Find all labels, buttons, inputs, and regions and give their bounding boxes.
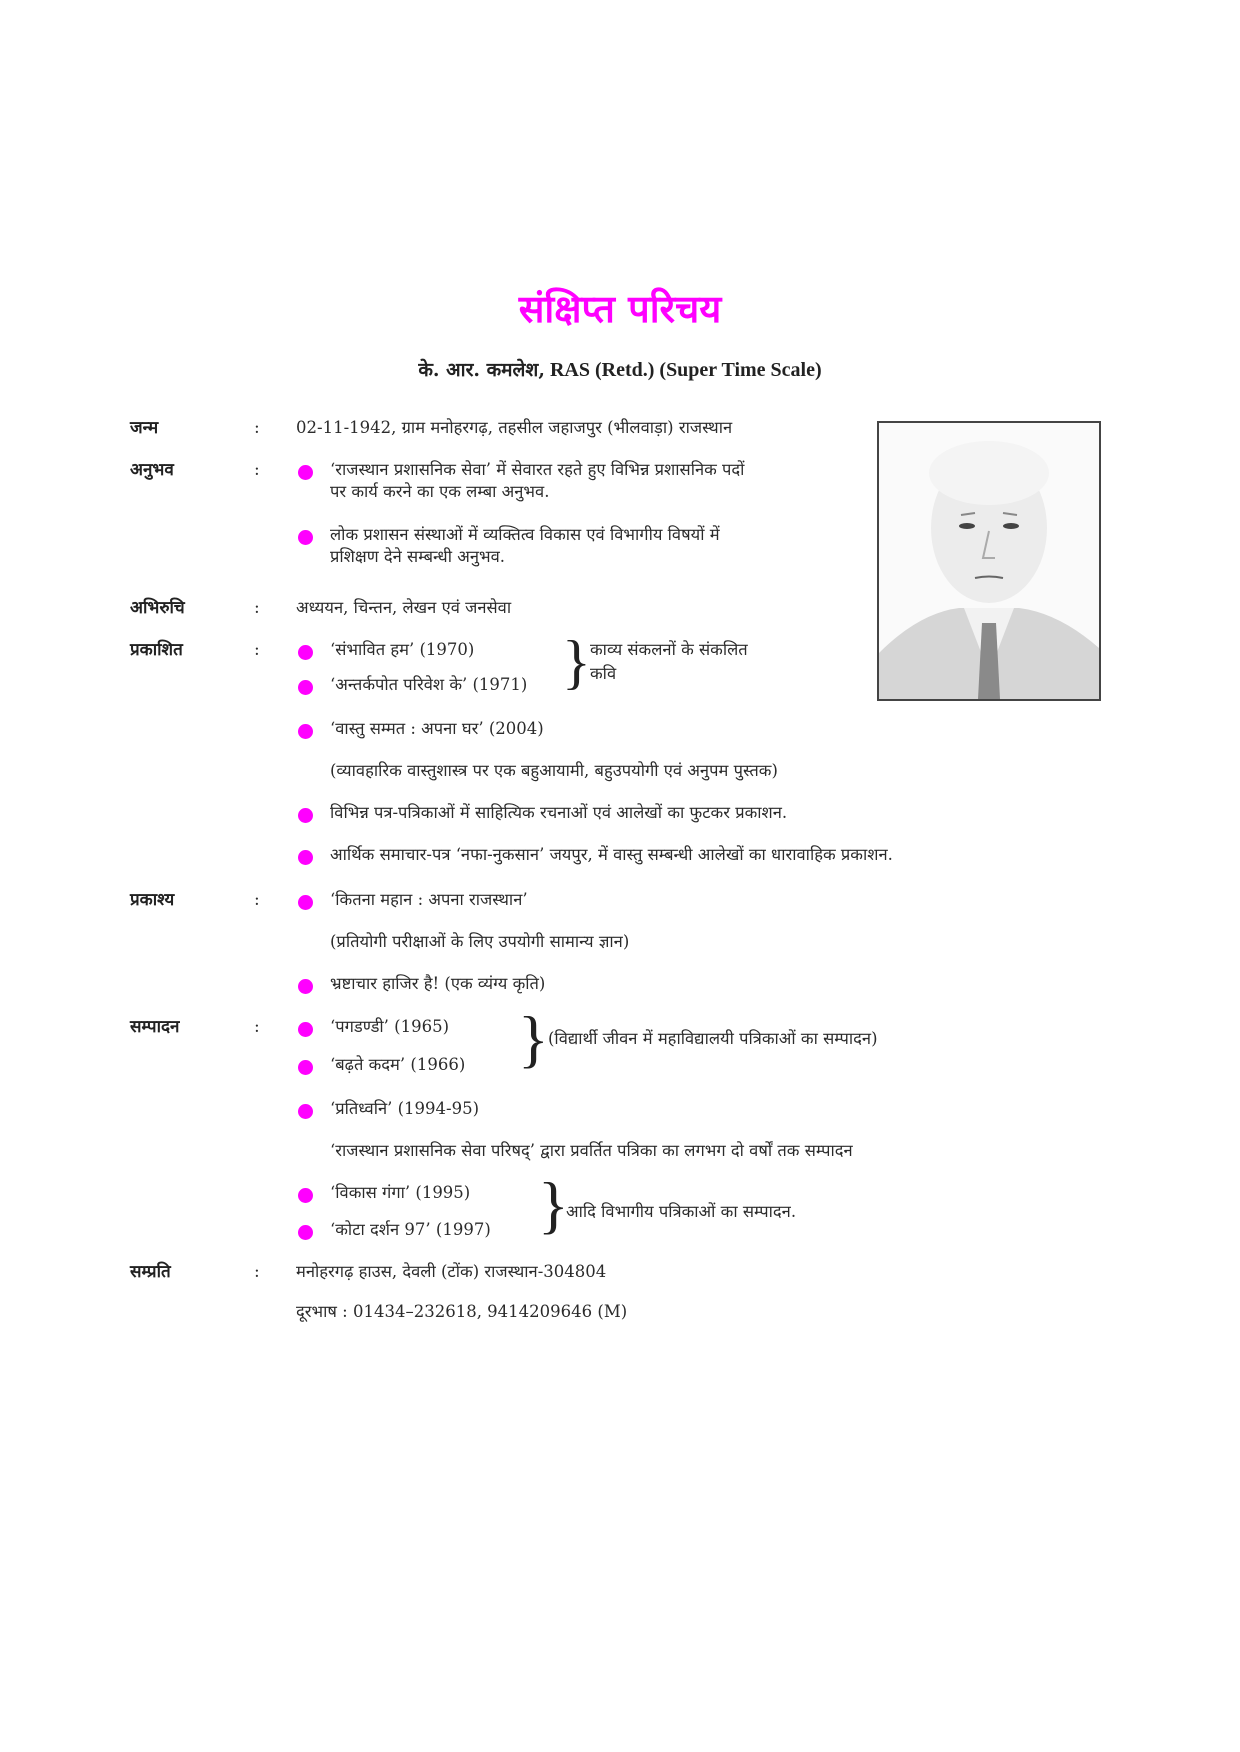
colon: : xyxy=(254,598,260,618)
bullet-icon xyxy=(298,850,313,865)
editing-item-4: ‘विकास गंगा’ (1995) xyxy=(330,1183,471,1202)
experience-2-line-2: प्रशिक्षण देने सम्बन्धी अनुभव. xyxy=(330,547,506,566)
bullet-icon xyxy=(298,1104,313,1119)
bullet-icon xyxy=(298,465,313,480)
forthcoming-item-1-note: (प्रतियोगी परीक्षाओं के लिए उपयोगी सामान्य ज्ञान) xyxy=(330,932,630,951)
current-address: मनोहरगढ़ हाउस, देवली (टोंक) राजस्थान-304804 xyxy=(296,1262,607,1281)
bullet-icon xyxy=(298,979,313,994)
colon: : xyxy=(254,640,260,660)
interests-value: अध्ययन, चिन्तन, लेखन एवं जनसेवा xyxy=(296,598,512,617)
bullet-icon xyxy=(298,895,313,910)
bullet-icon xyxy=(298,724,313,739)
portrait-image xyxy=(879,423,1099,699)
editing-group-2-note: आदि विभागीय पत्रिकाओं का सम्पादन. xyxy=(566,1202,797,1221)
label-birth: जन्म xyxy=(130,418,159,438)
portrait-photo xyxy=(877,421,1101,701)
colon: : xyxy=(254,890,260,910)
published-item-5: आर्थिक समाचार-पत्र ‘नफा-नुकसान’ जयपुर, में वास्तु सम्बन्धी आलेखों का धारावाहिक प्रकाशन. xyxy=(330,845,893,864)
bullet-icon xyxy=(298,680,313,695)
bullet-icon xyxy=(298,1022,313,1037)
editing-item-2: ‘बढ़ते कदम’ (1966) xyxy=(330,1055,466,1074)
bullet-icon xyxy=(298,1225,313,1240)
colon: : xyxy=(254,1017,260,1037)
published-item-1: ‘संभावित हम’ (1970) xyxy=(330,640,475,659)
bullet-icon xyxy=(298,1188,313,1203)
label-interests: अभिरुचि xyxy=(130,598,185,618)
current-phone: दूरभाष : 01434–232618, 9414209646 (M) xyxy=(296,1302,628,1321)
forthcoming-item-1: ‘कितना महान : अपना राजस्थान’ xyxy=(330,890,528,909)
editing-item-5: ‘कोटा दर्शन 97’ (1997) xyxy=(330,1220,491,1239)
colon: : xyxy=(254,460,260,480)
right-brace: } xyxy=(518,1003,549,1074)
colon: : xyxy=(254,1262,260,1282)
bullet-icon xyxy=(298,808,313,823)
published-group-note-2: कवि xyxy=(590,664,617,683)
birth-value: 02-11-1942, ग्राम मनोहरगढ़, तहसील जहाजपुर (भीलवाड़ा) राजस्थान xyxy=(296,418,733,437)
experience-2-line-1: लोक प्रशासन संस्थाओं में व्यक्तित्व विकास एवं विभागीय विषयों में xyxy=(330,525,720,544)
label-editing: सम्पादन xyxy=(130,1017,180,1037)
author-designation: RAS (Retd.) (Super Time Scale) xyxy=(544,359,822,381)
author-line xyxy=(0,356,1240,382)
published-item-3: ‘वास्तु सम्मत : अपना घर’ (2004) xyxy=(330,719,544,738)
page-title: संक्षिप्त परिचय xyxy=(518,287,722,331)
editing-item-1: ‘पगडण्डी’ (1965) xyxy=(330,1017,450,1036)
label-forthcoming: प्रकाश्य xyxy=(130,890,175,910)
published-item-2: ‘अन्तर्कपोत परिवेश के’ (1971) xyxy=(330,675,528,694)
editing-group-note: (विद्यार्थी जीवन में महाविद्यालयी पत्रिकाओं का सम्पादन) xyxy=(548,1029,878,1048)
label-current: सम्प्रति xyxy=(130,1262,171,1282)
label-experience: अनुभव xyxy=(130,460,174,480)
colon: : xyxy=(254,418,260,438)
label-published: प्रकाशित xyxy=(130,640,183,660)
forthcoming-item-2: भ्रष्टाचार हाजिर है! (एक व्यंग्य कृति) xyxy=(330,974,546,993)
editing-item-3-note: ‘राजस्थान प्रशासनिक सेवा परिषद्’ द्वारा प्रवर्तित पत्रिका का लगभग दो वर्षों तक सम्पादन xyxy=(330,1141,853,1160)
right-brace: } xyxy=(562,629,591,695)
bullet-icon xyxy=(298,645,313,660)
bullet-icon xyxy=(298,530,313,545)
published-group-note-1: काव्य संकलनों के संकलित xyxy=(590,640,748,659)
editing-item-3: ‘प्रतिध्वनि’ (1994-95) xyxy=(330,1099,480,1118)
bullet-icon xyxy=(298,1060,313,1075)
author-name: के. आर. कमलेश, xyxy=(418,359,545,381)
published-item-3-note: (व्यावहारिक वास्तुशास्त्र पर एक बहुआयामी, बहुउपयोगी एवं अनुपम पुस्तक) xyxy=(330,761,778,780)
experience-1-line-1: ‘राजस्थान प्रशासनिक सेवा’ में सेवारत रहते हुए विभिन्न प्रशासनिक पदों xyxy=(330,460,745,479)
right-brace: } xyxy=(538,1169,569,1240)
published-item-4: विभिन्न पत्र-पत्रिकाओं में साहित्यिक रचनाओं एवं आलेखों का फुटकर प्रकाशन. xyxy=(330,803,788,822)
experience-1-line-2: पर कार्य करने का एक लम्बा अनुभव. xyxy=(330,482,550,501)
